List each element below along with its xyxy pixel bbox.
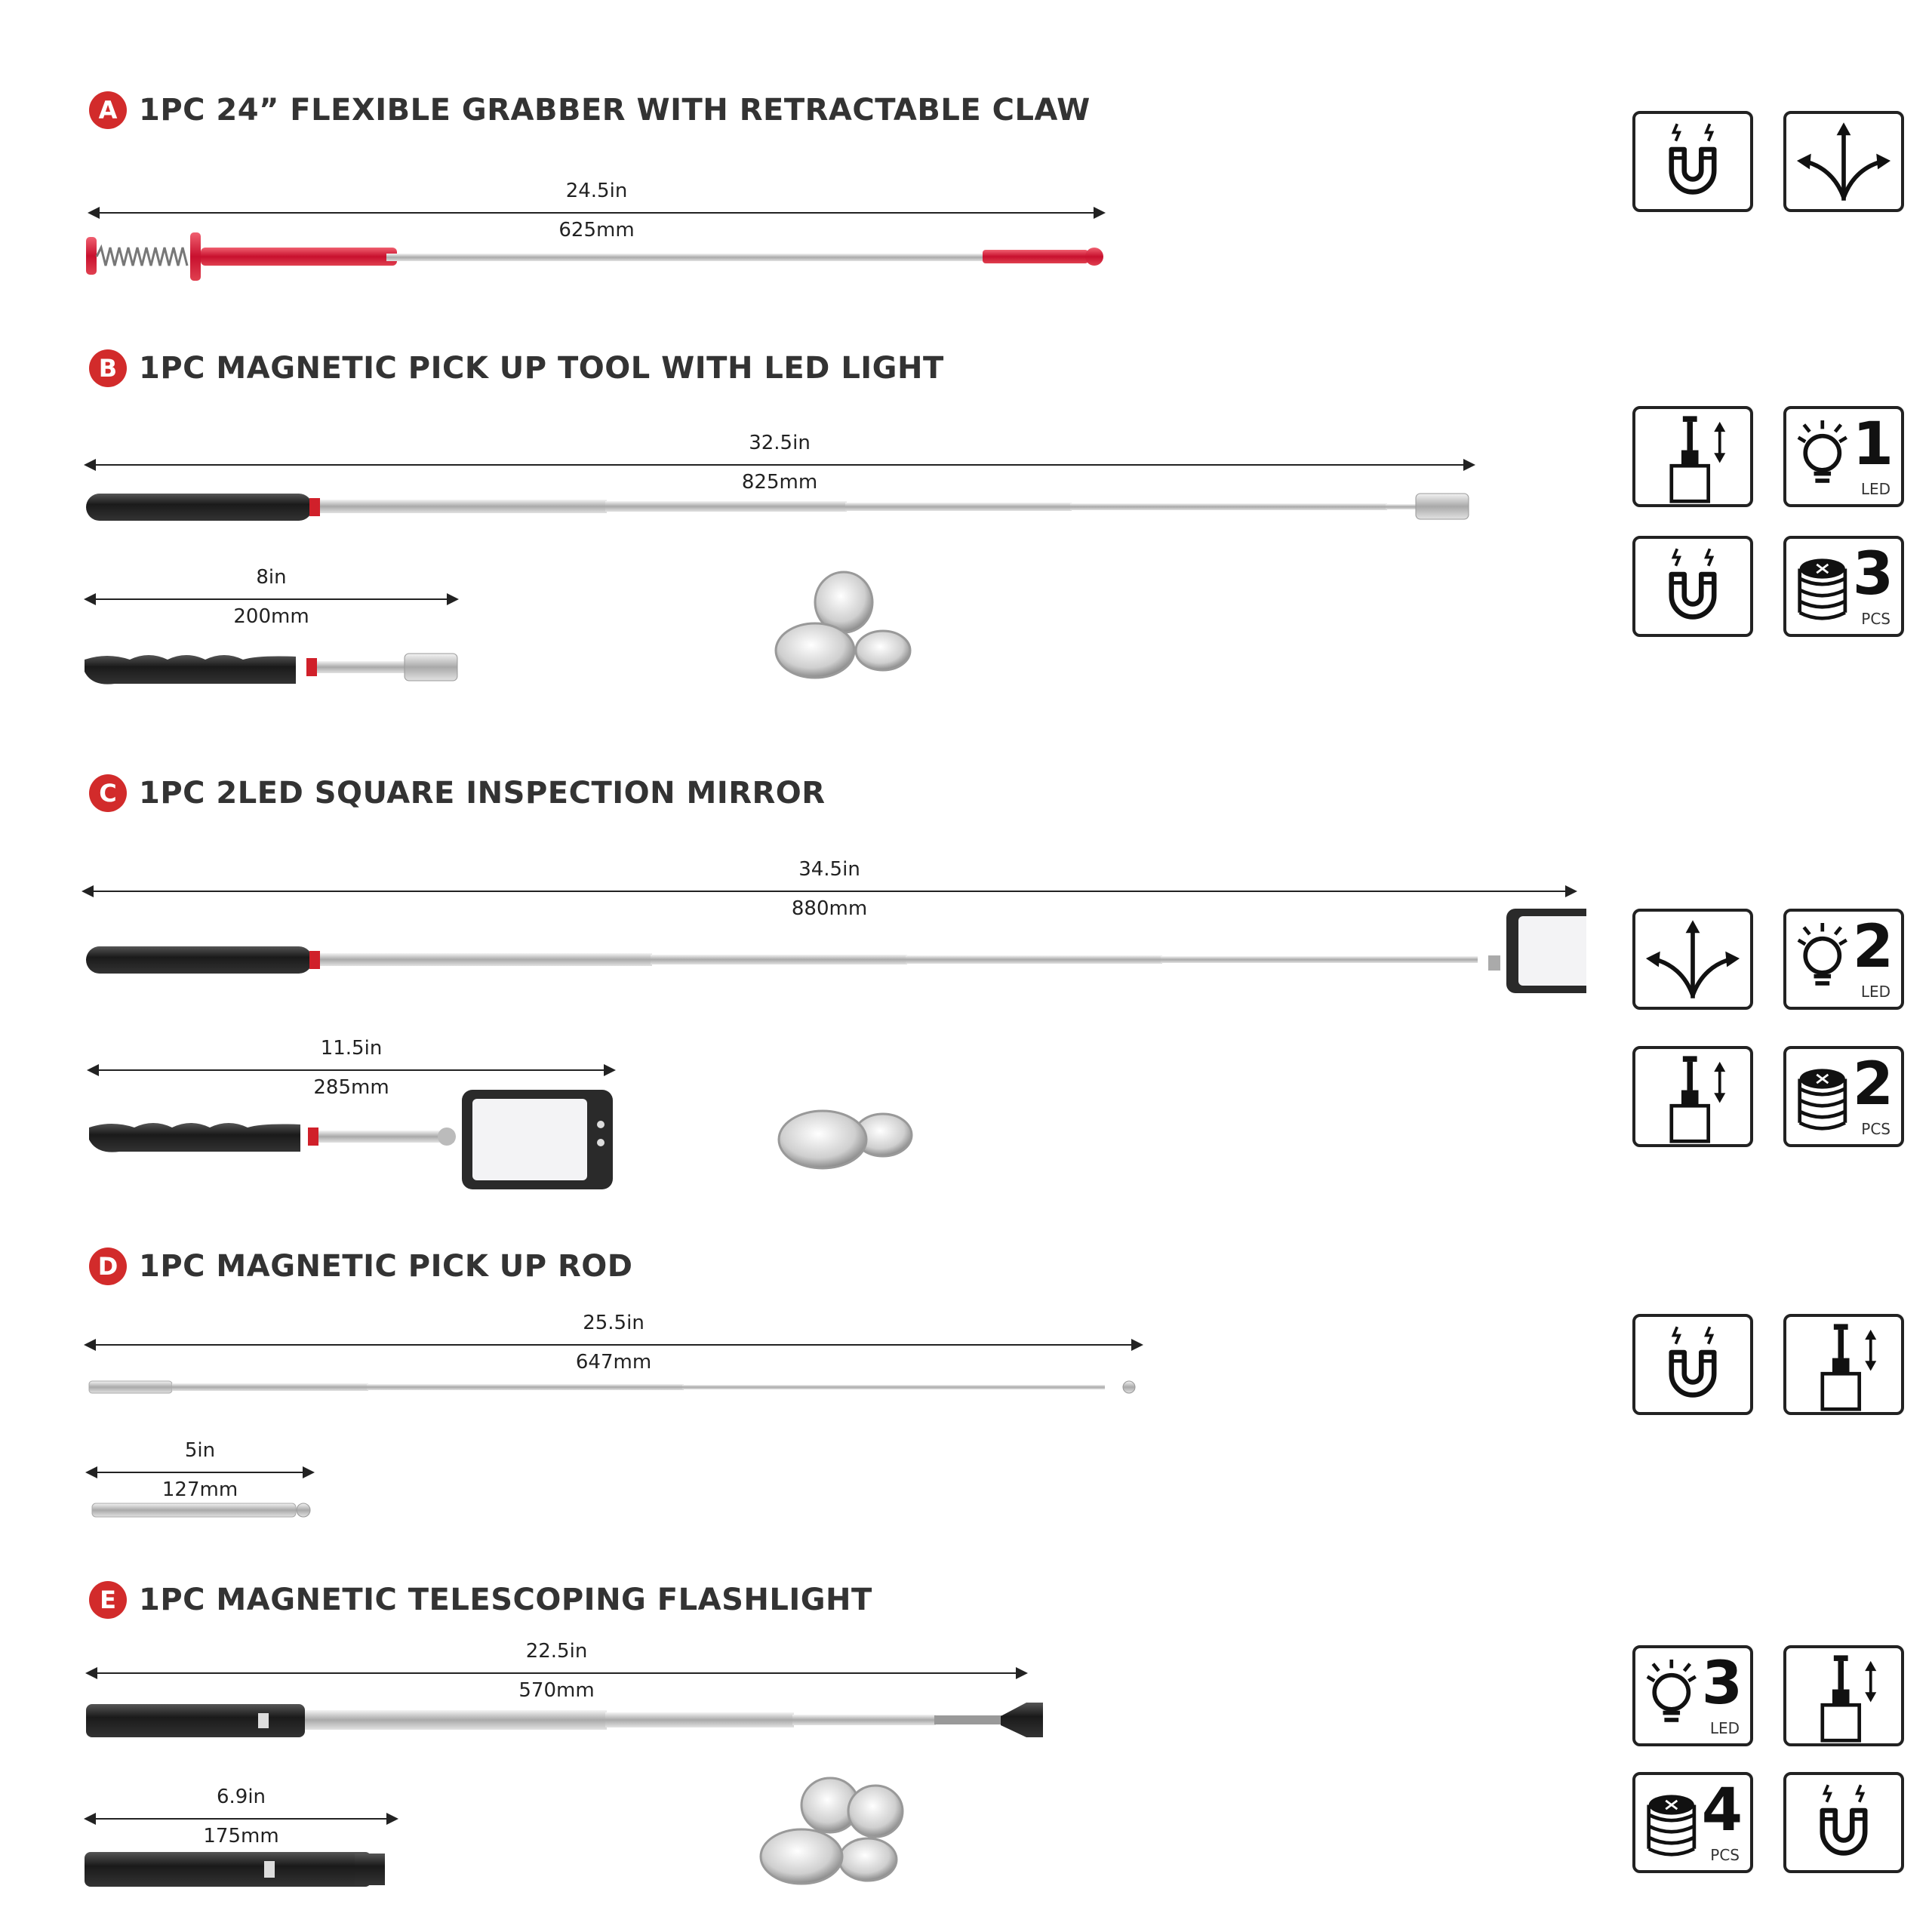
dimension-arrow (87, 1472, 313, 1473)
dimension-metric: 200mm (233, 605, 309, 628)
icon-led-bulb (1783, 909, 1904, 1010)
magnetic-pickup-rod-collapsed-image (91, 1497, 317, 1524)
flexible-grabber-image (85, 226, 1111, 287)
dimension-metric: 570mm (518, 1679, 595, 1702)
icon-led-bulb (1783, 406, 1904, 507)
section-title-text: 1PC MAGNETIC PICK UP ROD (139, 1249, 633, 1284)
dimension-arrow (88, 1069, 614, 1071)
magnetic-led-pickup-extended-image (85, 483, 1488, 528)
dimension-metric: 825mm (741, 471, 818, 494)
dimension-arrow (89, 212, 1104, 214)
icon-telescoping (1632, 406, 1753, 507)
dimension-imperial: 5in (184, 1439, 216, 1462)
section-e-title (89, 1580, 872, 1620)
dimension-imperial: 32.5in (749, 432, 811, 454)
dimension-imperial: 6.9in (216, 1786, 266, 1808)
section-title-text: 1PC MAGNETIC TELESCOPING FLASHLIGHT (139, 1583, 872, 1617)
dimension-imperial: 11.5in (320, 1037, 383, 1060)
led-label: LED (1709, 1719, 1740, 1737)
icon-flexible-arrows (1783, 111, 1904, 212)
battery-count: 4 (1701, 1777, 1743, 1844)
magnetic-led-pickup-collapsed-image (80, 640, 465, 693)
dimension-arrow (87, 1672, 1026, 1674)
section-badge: C (89, 774, 127, 812)
section-title-text: 1PC MAGNETIC PICK UP TOOL WITH LED LIGHT (139, 351, 944, 386)
section-c-title (89, 774, 826, 813)
section-badge: D (89, 1247, 127, 1285)
icon-battery-stack (1632, 1772, 1753, 1873)
section-badge: B (89, 349, 127, 387)
battery-count: 3 (1852, 540, 1894, 608)
dimension-arrow (85, 1818, 397, 1820)
battery-count: 2 (1852, 1051, 1894, 1118)
inspection-mirror-extended-image (85, 906, 1586, 1004)
icon-magnet (1632, 111, 1753, 212)
dimension-metric: 175mm (203, 1825, 279, 1847)
led-count: 2 (1852, 913, 1894, 981)
icon-telescoping (1783, 1314, 1904, 1415)
dimension-arrow (85, 598, 457, 600)
led-count: 3 (1701, 1650, 1743, 1718)
section-b-title (89, 349, 944, 388)
inspection-mirror-collapsed-image (85, 1082, 620, 1195)
dimension-metric: 625mm (558, 219, 635, 242)
icon-battery-stack (1783, 1046, 1904, 1147)
button-batteries-image (755, 1772, 921, 1887)
battery-label: PCS (1861, 1120, 1890, 1138)
section-title-text: 1PC 2LED SQUARE INSPECTION MIRROR (139, 776, 826, 811)
section-badge: A (89, 91, 127, 129)
dimension-metric: 647mm (575, 1351, 652, 1374)
icon-telescoping (1783, 1645, 1904, 1746)
icon-battery-stack (1783, 536, 1904, 637)
dimension-imperial: 25.5in (583, 1312, 645, 1334)
button-batteries-image (770, 568, 913, 682)
dimension-imperial: 8in (256, 566, 287, 589)
icon-magnet (1632, 1314, 1753, 1415)
button-batteries-image (770, 1093, 921, 1183)
section-title-text: 1PC 24” FLEXIBLE GRABBER WITH RETRACTABLE CLAW (139, 93, 1091, 128)
led-count: 1 (1852, 411, 1894, 478)
led-label: LED (1860, 480, 1890, 498)
telescoping-flashlight-collapsed-image (83, 1843, 400, 1896)
dimension-imperial: 24.5in (565, 180, 628, 202)
icon-magnet (1783, 1772, 1904, 1873)
icon-telescoping (1632, 1046, 1753, 1147)
dimension-metric: 127mm (162, 1478, 238, 1501)
icon-flexible-arrows (1632, 909, 1753, 1010)
dimension-imperial: 22.5in (525, 1640, 588, 1663)
magnetic-pickup-rod-extended-image (88, 1374, 1144, 1404)
icon-led-bulb (1632, 1645, 1753, 1746)
dimension-metric: 285mm (313, 1076, 389, 1099)
dimension-arrow (85, 464, 1474, 466)
battery-label: PCS (1861, 610, 1890, 628)
section-a-title (89, 91, 1091, 130)
dimension-arrow (85, 1344, 1142, 1346)
dimension-d-full (85, 1312, 1142, 1380)
dimension-b-collapsed (85, 566, 457, 634)
telescoping-flashlight-extended-image (85, 1695, 1043, 1748)
icon-magnet (1632, 536, 1753, 637)
dimension-arrow (83, 891, 1576, 892)
led-label: LED (1860, 983, 1890, 1001)
section-d-title (89, 1247, 632, 1286)
battery-label: PCS (1710, 1846, 1740, 1864)
section-badge: E (89, 1581, 127, 1619)
dimension-imperial: 34.5in (798, 858, 860, 881)
dimension-metric: 880mm (791, 897, 868, 920)
